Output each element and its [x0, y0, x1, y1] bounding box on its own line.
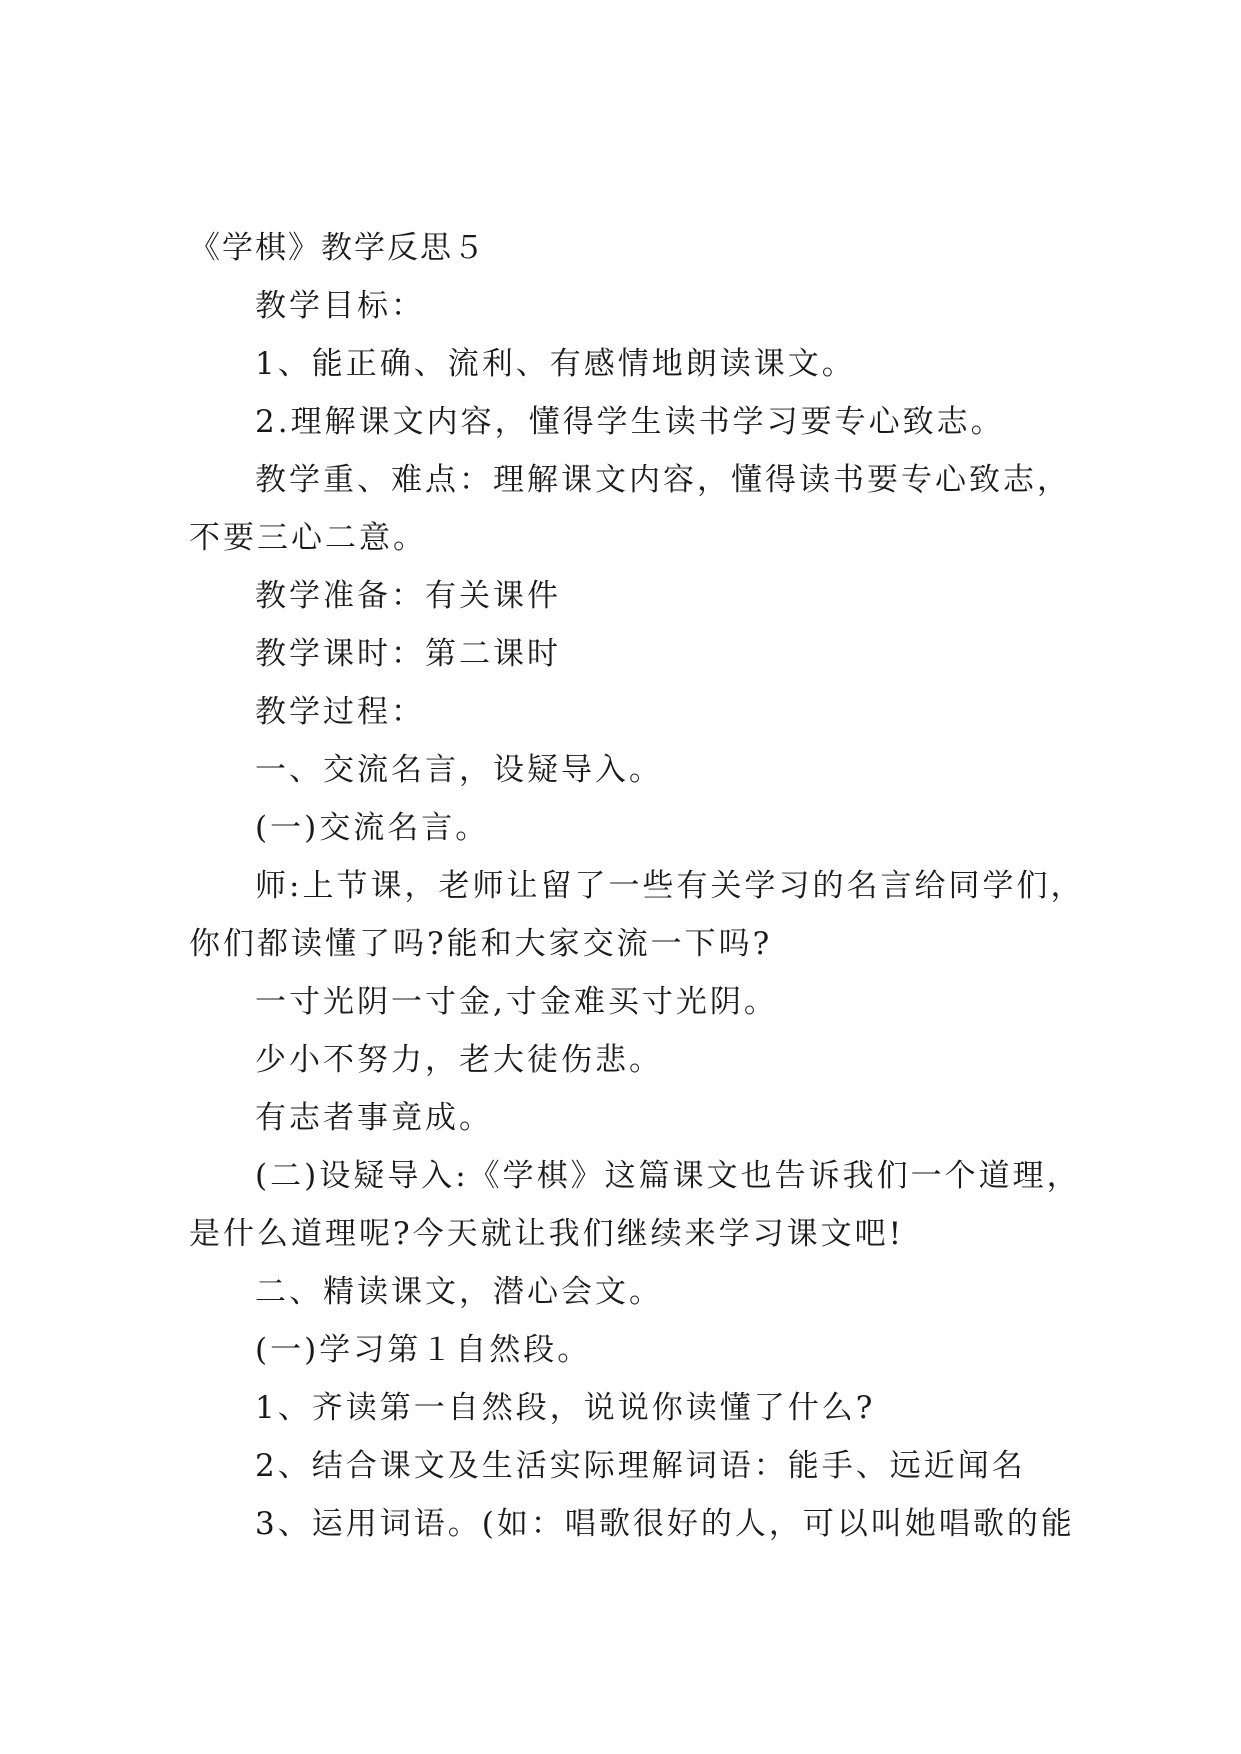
text-line: 教学课时：第二课时: [255, 636, 561, 672]
text-line: 有志者事竟成。: [255, 1100, 493, 1136]
document-title: 《学棋》教学反思５: [189, 230, 486, 266]
text-line: 教学过程：: [255, 694, 425, 730]
text-line: 3、运用词语。(如：唱歌很好的人，可以叫她唱歌的能: [255, 1506, 1075, 1542]
text-line: 不要三心二意。: [189, 520, 427, 556]
text-line: (一)学习第１自然段。: [255, 1332, 592, 1368]
text-line: 你们都读懂了吗?能和大家交流一下吗?: [189, 926, 773, 962]
text-line: 2、结合课文及生活实际理解词语：能手、远近闻名: [255, 1448, 1026, 1484]
text-line: 一、交流名言，设疑导入。: [255, 752, 663, 788]
text-line: 1、能正确、流利、有感情地朗读课文。: [255, 346, 856, 382]
text-line: 是什么道理呢?今天就让我们继续来学习课文吧!: [189, 1216, 905, 1252]
text-line: 二、精读课文，潜心会文。: [255, 1274, 663, 1310]
text-line: 2.理解课文内容，懂得学生读书学习要专心致志。: [255, 404, 1005, 440]
text-line: 教学目标：: [255, 288, 425, 324]
text-line: 师:上节课，老师让留了一些有关学习的名言给同学们，: [255, 868, 1085, 904]
text-line: 教学准备：有关课件: [255, 578, 561, 614]
text-line: 少小不努力，老大徒伤悲。: [255, 1042, 663, 1078]
text-line: 1、齐读第一自然段，说说你读懂了什么?: [255, 1390, 876, 1426]
text-line: 一寸光阴一寸金,寸金难买寸光阴。: [255, 984, 778, 1020]
text-line: 教学重、难点：理解课文内容，懂得读书要专心致志，: [255, 462, 1071, 498]
text-line: (二)设疑导入:《学棋》这篇课文也告诉我们一个道理，: [255, 1158, 1081, 1194]
text-line: (一)交流名言。: [255, 810, 490, 846]
